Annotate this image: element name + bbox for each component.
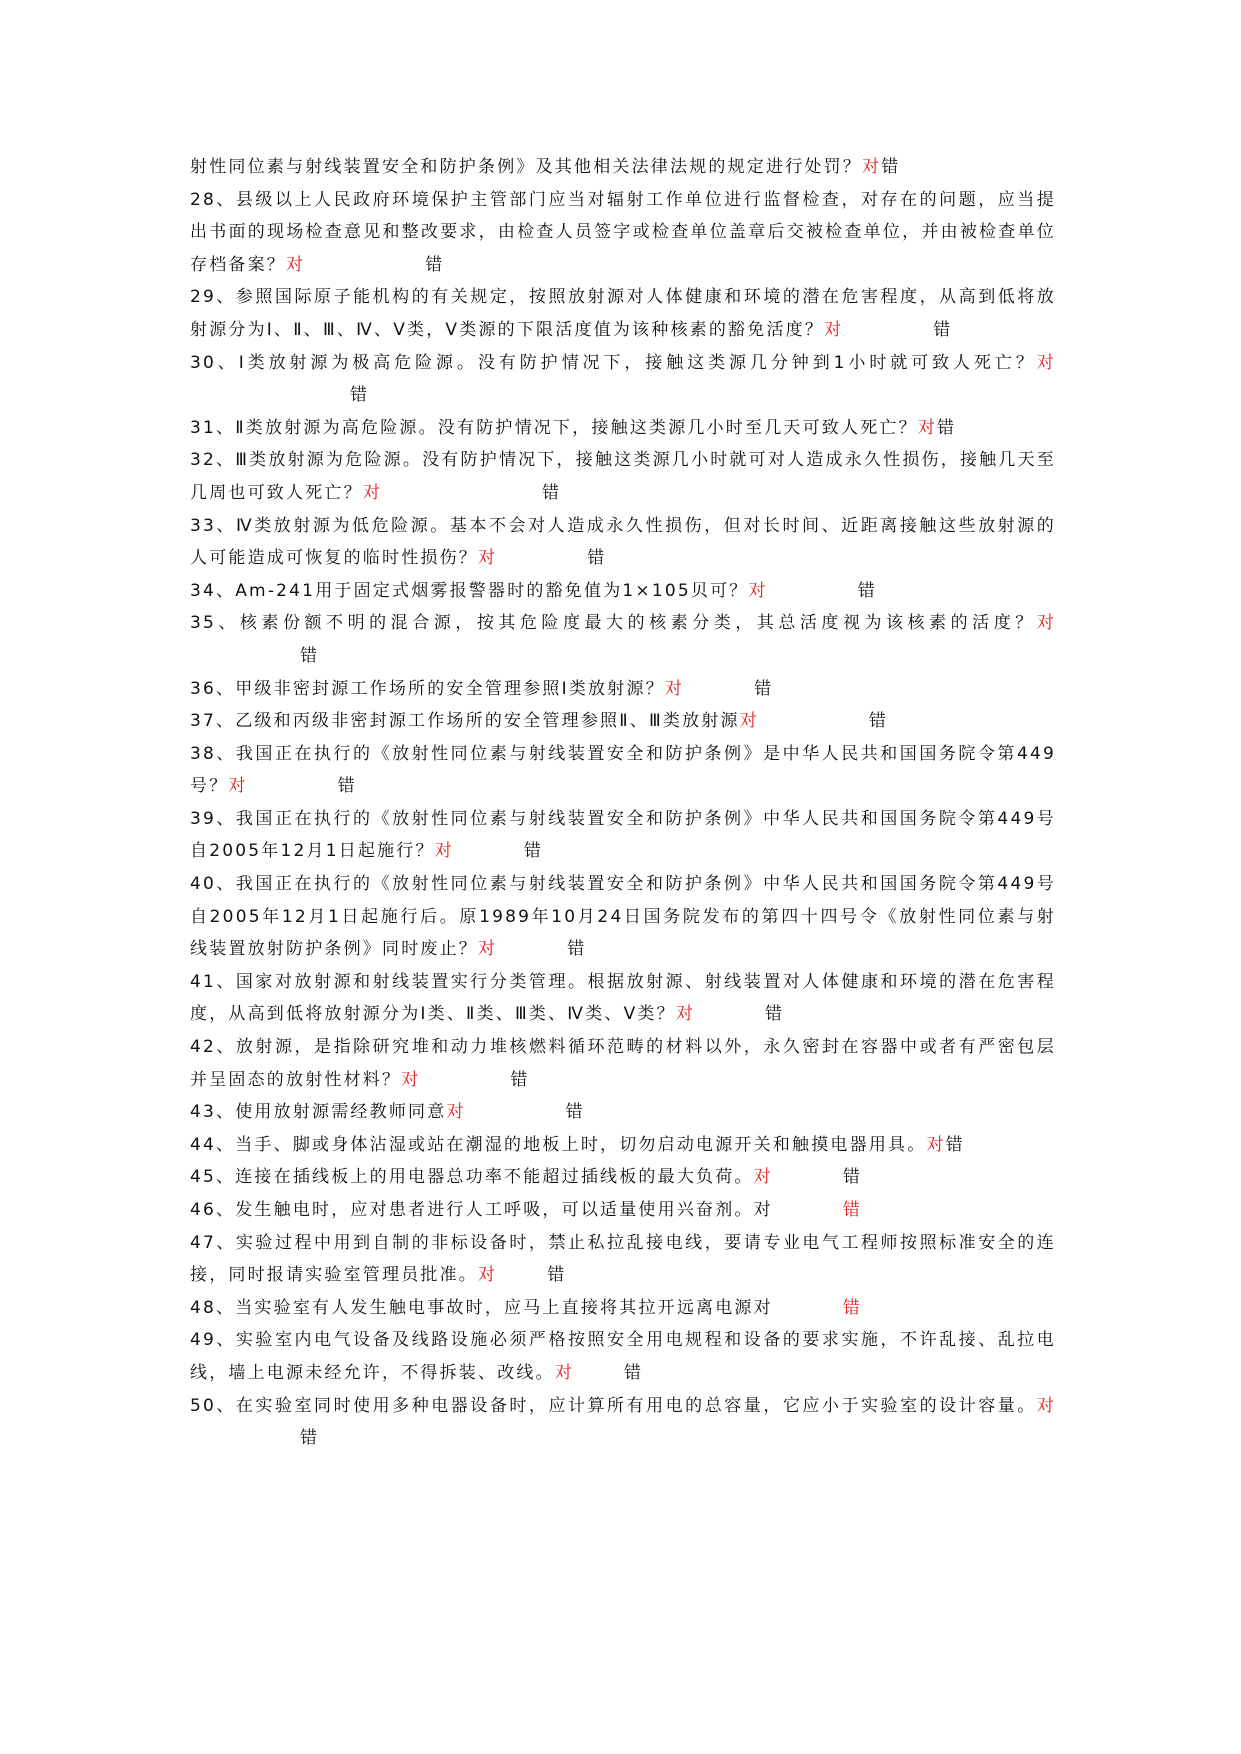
question-item bbox=[190, 738, 1056, 803]
answer-true-mark[interactable]: 对 bbox=[675, 1004, 696, 1025]
answer-true-mark[interactable]: 对 bbox=[862, 157, 882, 177]
answer-false-mark[interactable]: 错 bbox=[945, 1134, 965, 1155]
answer-false-mark[interactable]: 错 bbox=[300, 1428, 320, 1449]
question-text: 44、当手、脚或身体沾湿或站在潮湿的地板上时，切勿启动电源开关和触摸电器用具。 bbox=[190, 1134, 927, 1155]
answer-false-mark[interactable]: 错 bbox=[523, 841, 544, 862]
answer-false-mark[interactable]: 错 bbox=[754, 678, 774, 699]
answer-false-mark[interactable]: 错 bbox=[933, 319, 953, 340]
question-list bbox=[190, 151, 1056, 1455]
answer-false-mark[interactable]: 错 bbox=[542, 482, 562, 503]
question-text: 50、在实验室同时使用多种电器设备时，应计算所有用电的总容量，它应小于实验室的设计容量。 bbox=[190, 1395, 1037, 1416]
question-item bbox=[190, 1096, 1056, 1129]
question-text: 29、参照国际原子能机构的有关规定，按照放射源对人体健康和环境的潜在危害程度，从高到低将放射源分为Ⅰ、Ⅱ、Ⅲ、Ⅳ、Ⅴ类，Ⅴ类源的下限活度值为该种核素的豁免活度？ bbox=[190, 287, 1056, 340]
question-item bbox=[190, 1390, 1056, 1455]
answer-true-mark[interactable]: 对 bbox=[434, 841, 454, 862]
question-text: 射性同位素与射线装置安全和防护条例》及其他相关法律法规的规定进行处罚？ bbox=[190, 157, 862, 177]
answer-true-mark[interactable]: 对 bbox=[478, 939, 498, 960]
question-text: 40、我国正在执行的《放射性同位素与射线装置安全和防护条例》中华人民共和国国务院令第449号自2005年12月1日起施行后。原1989年10月24日国务院发布的第四十四号令《放射性同位素与射线装置放射防护条例》同时废止？ bbox=[190, 874, 1056, 960]
question-text: 38、我国正在执行的《放射性同位素与射线装置安全和防护条例》是中华人民共和国国务院令第449号？ bbox=[190, 743, 1056, 797]
answer-true-mark[interactable]: 对 bbox=[1036, 1395, 1056, 1416]
answer-true-mark[interactable]: 对 bbox=[748, 580, 768, 601]
answer-false-mark[interactable]: 错 bbox=[842, 1297, 863, 1318]
answer-true-mark[interactable]: 对 bbox=[824, 319, 844, 340]
question-text: 46、发生触电时，应对患者进行人工呼吸，可以适量使用兴奋剂。 bbox=[190, 1200, 754, 1220]
answer-false-mark[interactable]: 错 bbox=[547, 1265, 567, 1286]
question-text: 30、Ⅰ类放射源为极高危险源。没有防护情况下，接触这类源几分钟到1小时就可致人死亡？ bbox=[190, 352, 1037, 373]
question-text: 49、实验室内电气设备及线路设施必须严格按照安全用电规程和设备的要求实施，不许乱接、乱拉电线，墙上电源未经允许，不得拆装、改线。 bbox=[190, 1330, 1056, 1383]
answer-false-mark[interactable]: 错 bbox=[842, 1200, 863, 1220]
question-item bbox=[190, 673, 1056, 706]
answer-false-mark[interactable]: 错 bbox=[937, 417, 957, 438]
question-item bbox=[190, 1194, 1056, 1227]
question-item bbox=[190, 868, 1056, 966]
answer-false-mark[interactable]: 错 bbox=[868, 711, 889, 732]
answer-true-mark[interactable]: 对 bbox=[1036, 613, 1056, 634]
answer-false-mark[interactable]: 错 bbox=[857, 580, 877, 601]
question-text: 28、县级以上人民政府环境保护主管部门应当对辐射工作单位进行监督检查，对存在的问题，应当提出书面的现场检查意见和整改要求，由检查人员签字或检查单位盖章后交被检查单位，并由被检查单位存档备案？ bbox=[190, 189, 1056, 275]
question-text: 37、乙级和丙级非密封源工作场所的安全管理参照Ⅱ、Ⅲ类放射源 bbox=[190, 711, 740, 732]
question-item bbox=[190, 184, 1056, 282]
question-text: 32、Ⅲ类放射源为危险源。没有防护情况下，接触这类源几小时就可对人造成永久性损伤，接触几天至几周也可致人死亡？ bbox=[190, 450, 1056, 503]
question-text: 33、Ⅳ类放射源为低危险源。基本不会对人造成永久性损伤，但对长时间、近距离接触这些放射源的人可能造成可恢复的临时性损伤？ bbox=[190, 515, 1056, 569]
question-text: 45、连接在插线板上的用电器总功率不能超过插线板的最大负荷。 bbox=[190, 1167, 754, 1188]
question-text: 41、国家对放射源和射线装置实行分类管理。根据放射源、射线装置对人体健康和环境的潜在危害程度，从高到低将放射源分为Ⅰ类、Ⅱ类、Ⅲ类、Ⅳ类、Ⅴ类？ bbox=[190, 971, 1056, 1025]
answer-false-mark[interactable]: 错 bbox=[881, 157, 901, 177]
answer-false-mark[interactable]: 错 bbox=[425, 254, 445, 275]
answer-true-mark[interactable]: 对 bbox=[753, 1200, 773, 1220]
question-item bbox=[190, 1161, 1056, 1194]
answer-true-mark[interactable]: 对 bbox=[1036, 352, 1056, 373]
answer-true-mark[interactable]: 对 bbox=[739, 711, 759, 732]
question-item bbox=[190, 1292, 1056, 1325]
question-text: 35、核素份额不明的混合源，按其危险度最大的核素分类，其总活度视为该核素的活度？ bbox=[190, 613, 1037, 634]
answer-true-mark[interactable]: 对 bbox=[446, 1102, 466, 1123]
answer-true-mark[interactable]: 对 bbox=[917, 417, 938, 438]
question-text: 47、实验过程中用到自制的非标设备时，禁止私拉乱接电线，要请专业电气工程师按照标准安全的连接，同时报请实验室管理员批准。 bbox=[190, 1232, 1056, 1286]
question-item bbox=[190, 1129, 1056, 1162]
question-item bbox=[190, 412, 1056, 445]
question-text: 36、甲级非密封源工作场所的安全管理参照Ⅰ类放射源？ bbox=[190, 678, 665, 699]
answer-true-mark[interactable]: 对 bbox=[753, 1297, 773, 1318]
answer-true-mark[interactable]: 对 bbox=[478, 1265, 498, 1286]
answer-false-mark[interactable]: 错 bbox=[567, 939, 587, 960]
question-text: 39、我国正在执行的《放射性同位素与射线装置安全和防护条例》中华人民共和国国务院令第449号自2005年12月1日起施行？ bbox=[190, 808, 1056, 862]
answer-false-mark[interactable]: 错 bbox=[765, 1004, 785, 1025]
answer-false-mark[interactable]: 错 bbox=[624, 1362, 644, 1383]
answer-true-mark[interactable]: 对 bbox=[554, 1362, 575, 1383]
question-text: 48、当实验室有人发生触电事故时，应马上直接将其拉开远离电源 bbox=[190, 1297, 754, 1318]
question-item bbox=[190, 705, 1056, 738]
question-item bbox=[190, 347, 1056, 412]
question-text: 31、Ⅱ类放射源为高危险源。没有防护情况下，接触这类源几小时至几天可致人死亡？ bbox=[190, 417, 918, 438]
answer-true-mark[interactable]: 对 bbox=[478, 548, 498, 569]
question-item bbox=[190, 607, 1056, 672]
question-item bbox=[190, 1227, 1056, 1292]
answer-false-mark[interactable]: 错 bbox=[565, 1102, 585, 1123]
answer-true-mark[interactable]: 对 bbox=[664, 678, 685, 699]
question-item bbox=[190, 966, 1056, 1031]
question-item bbox=[190, 1031, 1056, 1096]
answer-true-mark[interactable]: 对 bbox=[286, 254, 306, 275]
question-item bbox=[190, 575, 1056, 608]
answer-false-mark[interactable]: 错 bbox=[510, 1069, 530, 1090]
answer-true-mark[interactable]: 对 bbox=[926, 1134, 946, 1155]
answer-true-mark[interactable]: 对 bbox=[228, 776, 248, 797]
question-text: 43、使用放射源需经教师同意 bbox=[190, 1102, 447, 1123]
question-text: 42、放射源，是指除研究堆和动力堆核燃料循环范畴的材料以外，永久密封在容器中或者有严密包层并呈固态的放射性材料？ bbox=[190, 1037, 1056, 1090]
answer-false-mark[interactable]: 错 bbox=[842, 1167, 863, 1188]
answer-false-mark[interactable]: 错 bbox=[300, 645, 320, 666]
question-text: 34、Am-241用于固定式烟雾报警器时的豁免值为1×105贝可？ bbox=[190, 580, 749, 601]
answer-false-mark[interactable]: 错 bbox=[350, 385, 370, 406]
answer-false-mark[interactable]: 错 bbox=[587, 548, 607, 569]
question-item bbox=[190, 803, 1056, 868]
answer-true-mark[interactable]: 对 bbox=[362, 482, 383, 503]
question-item bbox=[190, 281, 1056, 346]
answer-true-mark[interactable]: 对 bbox=[401, 1069, 421, 1090]
question-item bbox=[190, 510, 1056, 575]
answer-false-mark[interactable]: 错 bbox=[337, 776, 357, 797]
question-item bbox=[190, 444, 1056, 509]
question-item bbox=[190, 151, 1056, 184]
answer-true-mark[interactable]: 对 bbox=[753, 1167, 773, 1188]
question-item bbox=[190, 1324, 1056, 1389]
